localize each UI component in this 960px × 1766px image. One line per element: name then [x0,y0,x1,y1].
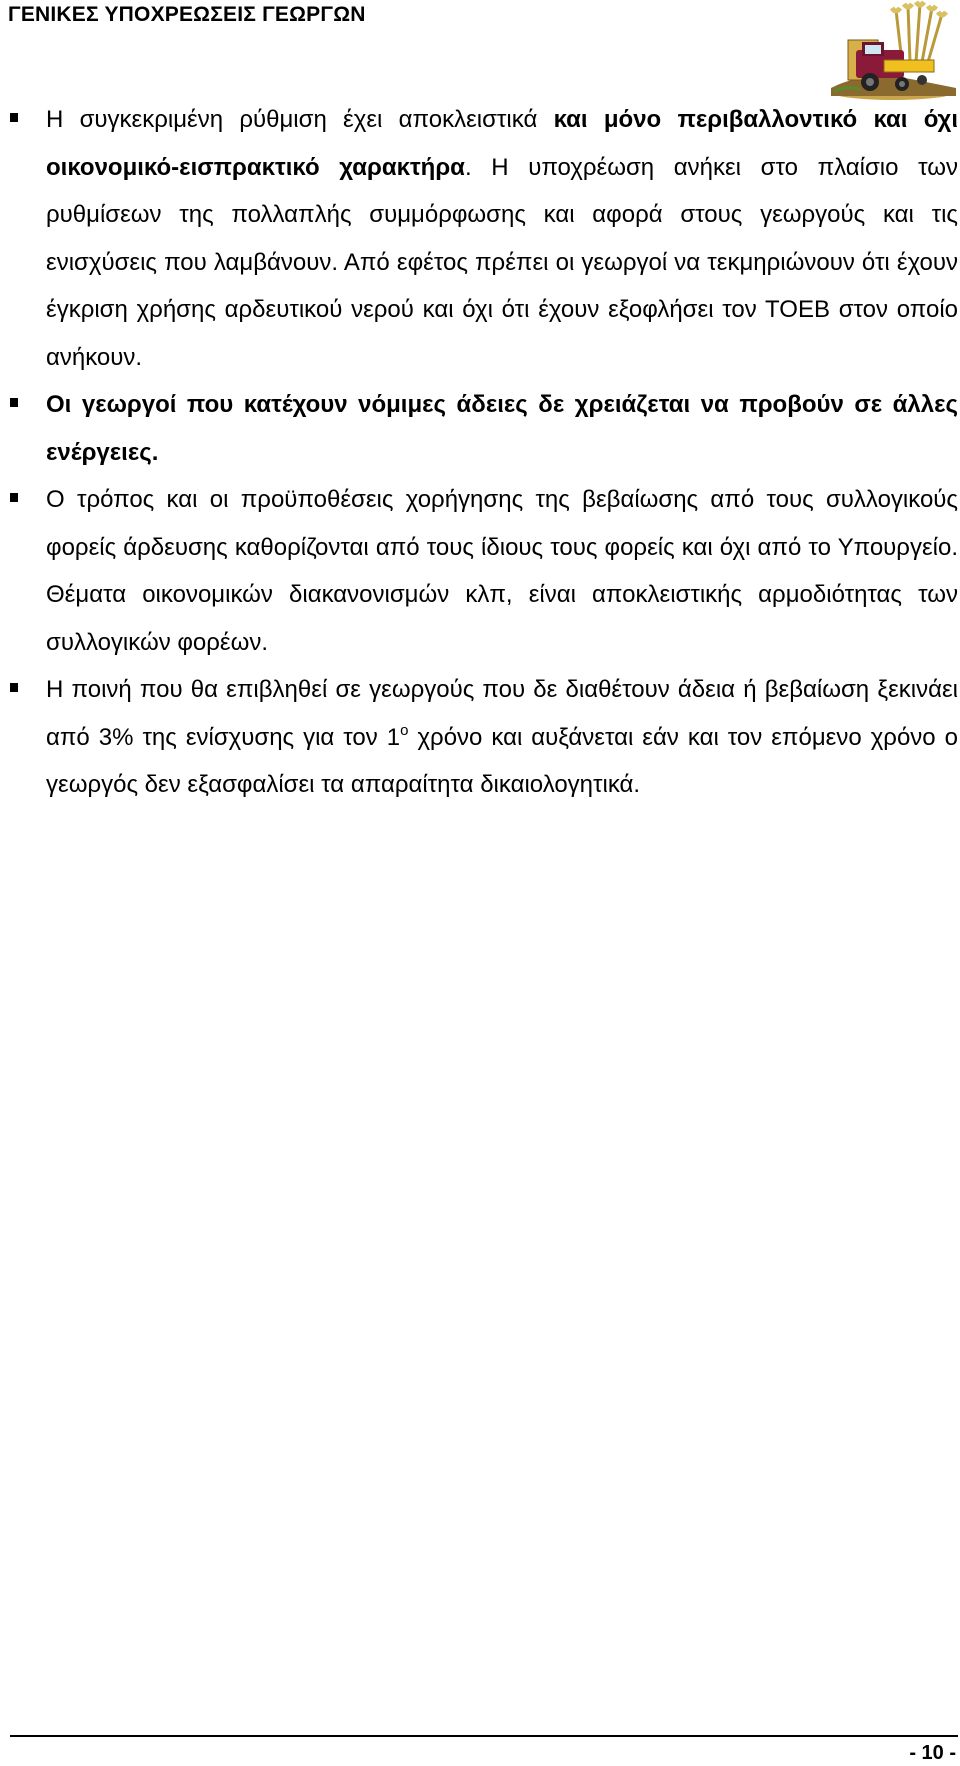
text-segment: χρόνο και αυξάνεται εάν και τον επόμενο χρόνο ο γεωργός δεν εξασφαλίσει τα απαραίτητα δικαιολογητικά. [46,723,958,798]
bold-text-segment: Οι γεωργοί που κατέχουν νόμιμες άδειες δε χρειάζεται να προβούν σε άλλες ενέργειες. [46,391,958,466]
bullet-paragraph [10,476,958,666]
bold-text-segment: και μόνο περιβαλλοντικό και όχι οικονομικό-εισπρακτικό χαρακτήρα [46,106,958,181]
page-number: - 10 - [909,1742,956,1764]
text-segment: Η ποινή που θα επιβληθεί σε γεωργούς που δε διαθέτουν άδεια ή βεβαίωση ξεκινάει από 3% της ενίσχυσης για τον 1 [46,676,958,751]
square-bullet-icon [10,683,18,692]
square-bullet-icon [10,398,18,407]
square-bullet-icon [10,493,18,502]
farm-clipart-icon [826,0,960,100]
bullet-paragraph [10,666,958,809]
main-content [10,96,958,809]
text-segment: Η συγκεκριμένη ρύθμιση έχει αποκλειστικά [46,106,554,133]
text-segment: Ο τρόπος και οι προϋποθέσεις χορήγησης της βεβαίωσης από τους συλλογικούς φορείς άρδευσης καθορίζονται από τους ίδιους τους φορείς και όχι από το Υπουργείο. Θέματα οικονομικών διακανονισμών κλπ, είναι αποκλειστικής αρμοδιότητας των συλλογικών φορέων. [46,486,958,656]
square-bullet-icon [10,113,18,122]
text-segment: . Η υποχρέωση ανήκει στο πλαίσιο των ρυθμίσεων της πολλαπλής συμμόρφωσης και αφορά στους γεωργούς και τις ενισχύσεις που λαμβάνουν. Από εφέτος πρέπει οι γεωργοί να τεκμηριώνουν ότι έχουν έγκριση χρήσης αρδευτικού νερού και όχι ότι έχουν εξοφλήσει τον ΤΟΕΒ στον οποίο ανήκουν. [46,153,958,371]
bullet-paragraph [10,96,958,381]
footer-divider [10,1735,958,1737]
header-title: ΓΕΝΙΚΕΣ ΥΠΟΧΡΕΩΣΕΙΣ ΓΕΩΡΓΩΝ [8,3,366,26]
superscript-text: ο [400,721,409,739]
bullet-paragraph [10,381,958,476]
